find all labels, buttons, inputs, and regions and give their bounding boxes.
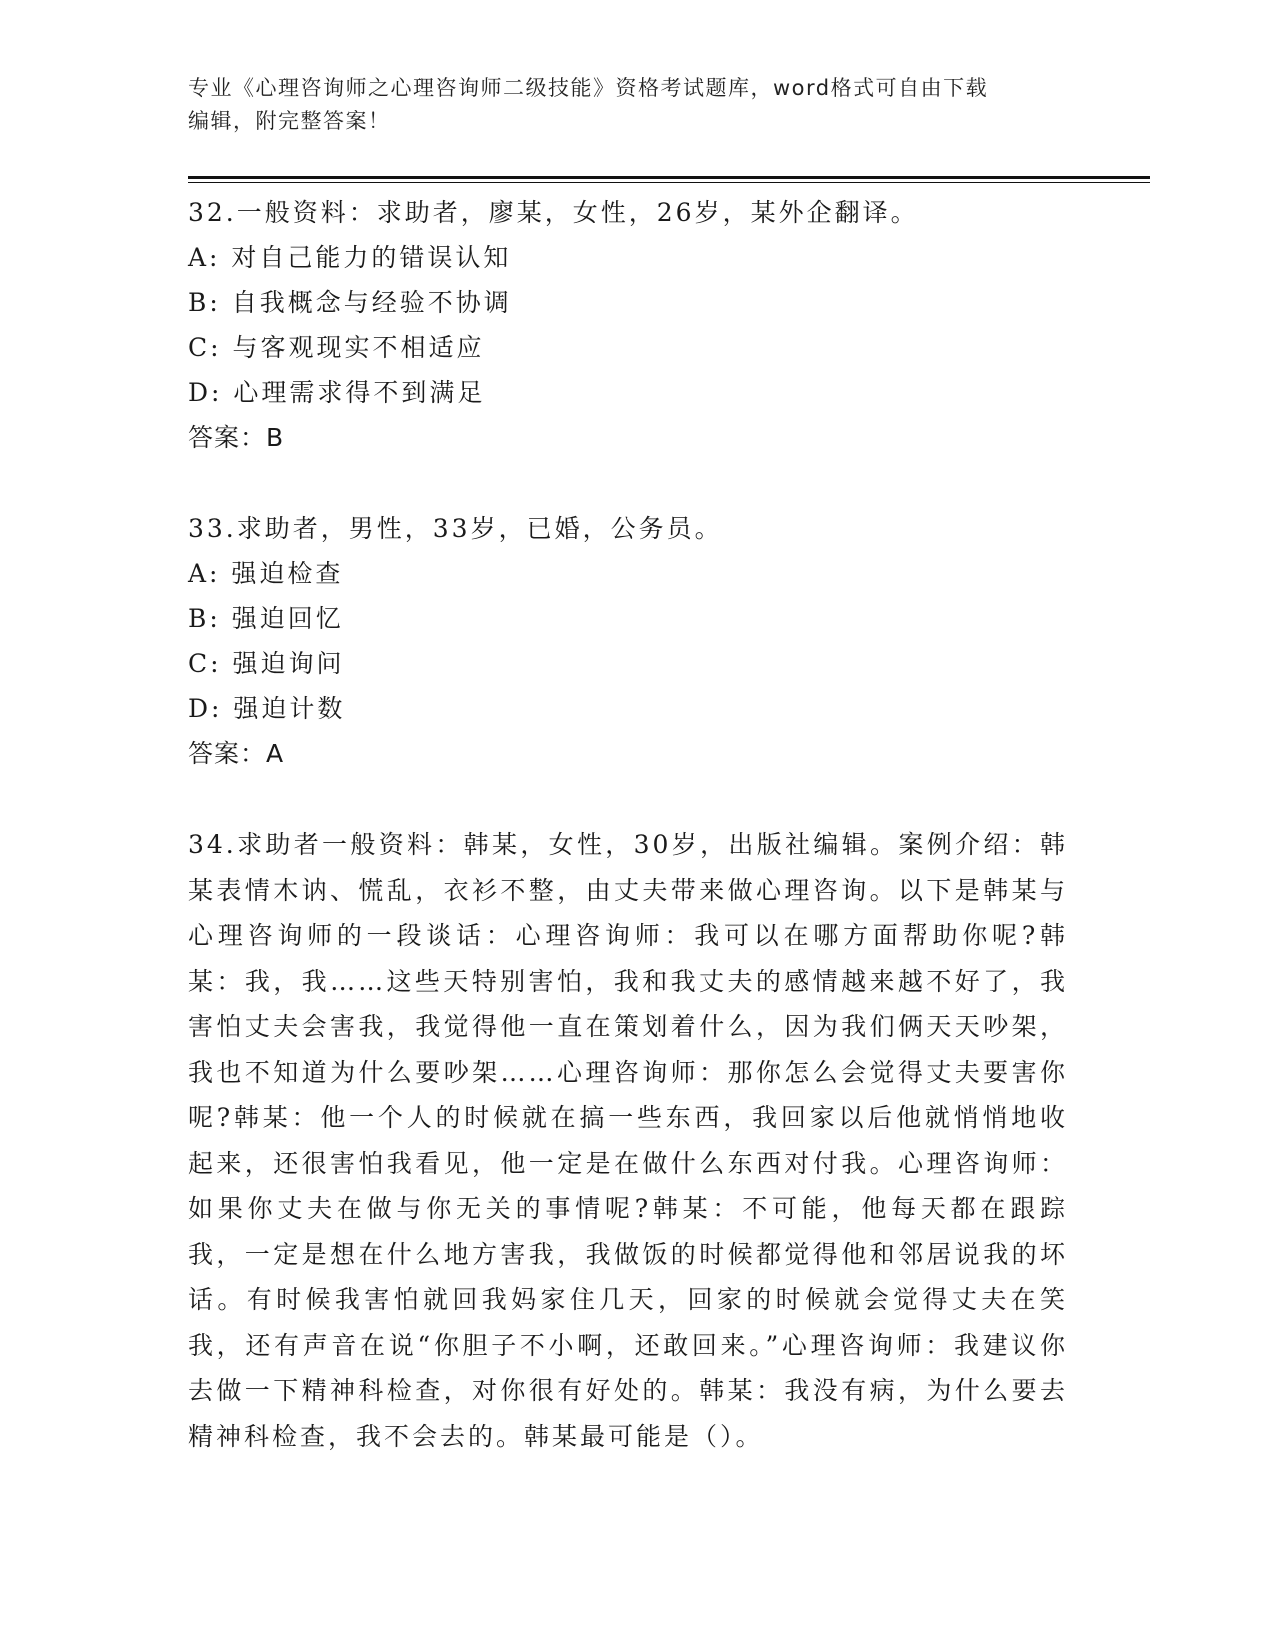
- question-stem: 33.求助者，男性，33岁，已婚，公务员。: [188, 514, 723, 543]
- question-stem: 34.求助者一般资料：韩某，女性，30岁，出版社编辑。案例介绍：韩某表情木讷、慌乱，衣衫不整，由丈夫带来做心理咨询。以下是韩某与心理咨询师的一段谈话：心理咨询师：我可以在哪方面帮助你呢?韩某：我，我……这些天特别害怕，我和我丈夫的感情越来越不好了，我害怕丈夫会害我，我觉得他一直在策划着什么，因为我们俩天天吵架，我也不知道为什么要吵架……心理咨询师：那你怎么会觉得丈夫要害你呢?韩某：他一个人的时候就在搞一些东西，我回家以后他就悄悄地收起来，还很害怕我看见，他一定是在做什么东西对付我。心理咨询师：如果你丈夫在做与你无关的事情呢?韩某：不可能，他每天都在跟踪我，一定是想在什么地方害我，我做饭的时候都觉得他和邻居说我的坏话。有时候我害怕就回我妈家住几天，回家的时候就会觉得丈夫在笑我，还有声音在说“你胆子不小啊，还敢回来。”心理咨询师：我建议你去做一下精神科检查，对你很有好处的。韩某：我没有病，为什么要去精神科检查，我不会去的。韩某最可能是（）。: [188, 830, 1068, 1451]
- option-c: C: 与客观现实不相适应: [188, 333, 485, 362]
- option-b: B: 自我概念与经验不协调: [188, 288, 512, 317]
- answer-label: 答案：B: [188, 423, 285, 452]
- question-stem: 32.一般资料：求助者，廖某，女性，26岁，某外企翻译。: [188, 198, 919, 227]
- option-b: B: 强迫回忆: [188, 604, 344, 633]
- header-divider-thin: [188, 182, 1150, 183]
- question-33: [188, 506, 1068, 776]
- option-a: A: 强迫检查: [188, 559, 344, 588]
- header-line-1: 专业《心理咨询师之心理咨询师二级技能》资格考试题库，word格式可自由下载: [188, 76, 989, 100]
- answer-label: 答案：A: [188, 739, 285, 768]
- header-divider-thick: [188, 176, 1150, 179]
- question-32: [188, 190, 1068, 460]
- option-c: C: 强迫询问: [188, 649, 345, 678]
- header-line-2: 编辑，附完整答案！: [188, 109, 391, 133]
- option-a: A: 对自己能力的错误认知: [188, 243, 512, 272]
- question-34: [188, 822, 1068, 1459]
- option-d: D: 心理需求得不到满足: [188, 378, 486, 407]
- document-header: [188, 72, 1068, 138]
- option-d: D: 强迫计数: [188, 694, 346, 723]
